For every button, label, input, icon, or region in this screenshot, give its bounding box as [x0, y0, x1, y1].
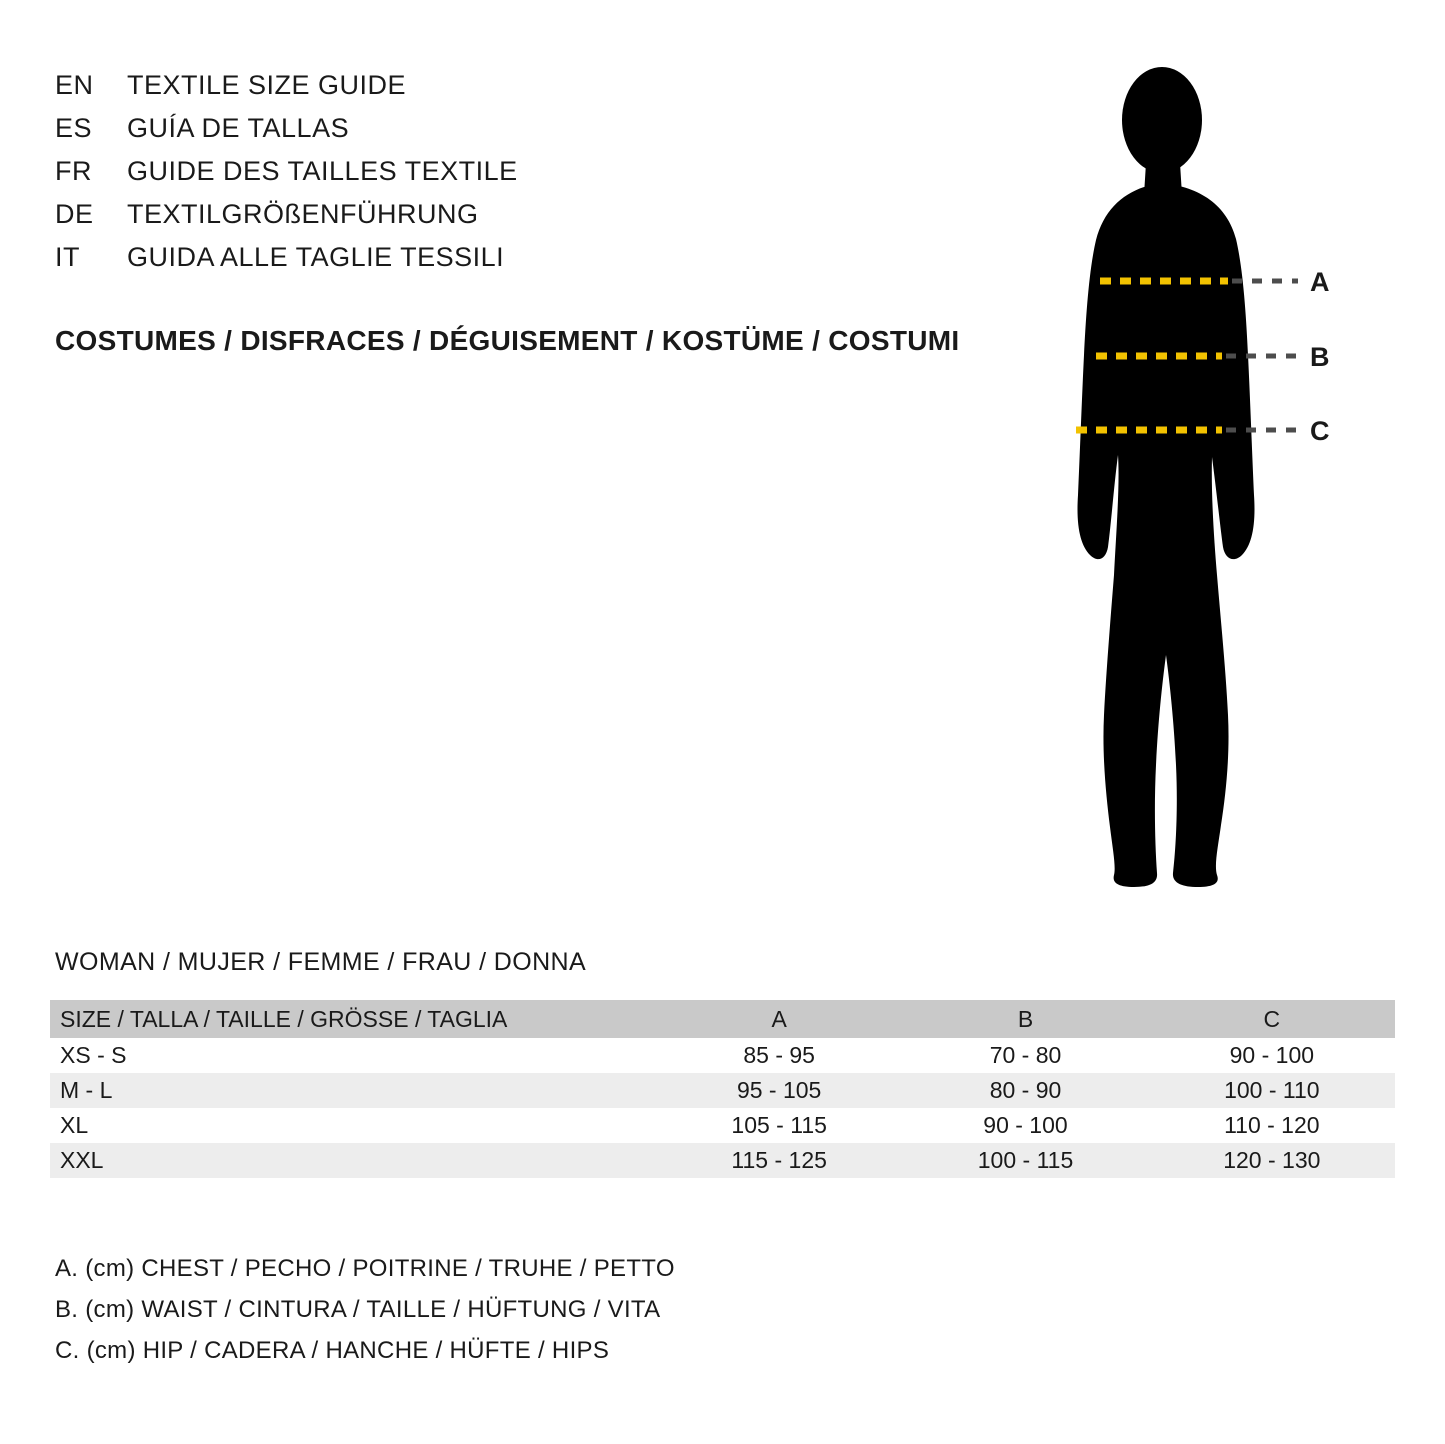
language-text-de: TEXTILGRÖßENFÜHRUNG [127, 199, 479, 229]
language-row-de [55, 199, 955, 242]
table-header-b: B [1017, 1005, 1034, 1032]
figure-label-c: C [1310, 416, 1330, 446]
row-a: 115 - 125 [731, 1147, 827, 1173]
legend-item-c: C. (cm) HIP / CADERA / HANCHE / HÜFTE / HIPS [55, 1337, 610, 1364]
costumes-subtitle: COSTUMES / DISFRACES / DÉGUISEMENT / KOSTÜME / COSTUMI [55, 325, 960, 356]
language-code-en: EN [55, 70, 94, 100]
language-code-it: IT [55, 242, 80, 272]
table-row [50, 1143, 1395, 1178]
table-header-size: SIZE / TALLA / TAILLE / GRÖSSE / TAGLIA [60, 1005, 508, 1032]
row-c: 120 - 130 [1223, 1147, 1321, 1173]
language-code-es: ES [55, 113, 93, 143]
table-row [50, 1108, 1395, 1143]
row-b: 100 - 115 [977, 1147, 1074, 1173]
legend-item-a: A. (cm) CHEST / PECHO / POITRINE / TRUHE / PETTO [55, 1255, 675, 1282]
language-row-fr [55, 156, 955, 199]
table-row [50, 1073, 1395, 1108]
row-size: M - L [60, 1077, 113, 1103]
language-text-it: GUIDA ALLE TAGLIE TESSILI [127, 242, 505, 272]
figure-label-a: A [1310, 267, 1330, 297]
language-row-it [55, 242, 955, 285]
language-code-fr: FR [55, 156, 92, 186]
language-code-de: DE [55, 199, 94, 229]
language-text-es: GUÍA DE TALLAS [127, 113, 350, 143]
size-table [50, 1000, 1395, 1178]
row-c: 110 - 120 [1224, 1112, 1320, 1138]
row-b: 70 - 80 [989, 1042, 1062, 1068]
language-list [55, 70, 955, 285]
language-row-en [55, 70, 955, 113]
language-text-fr: GUIDE DES TAILLES TEXTILE [127, 156, 518, 186]
language-text-en: TEXTILE SIZE GUIDE [127, 70, 407, 100]
measurement-legend [55, 1248, 675, 1371]
legend-item-b: B. (cm) WAIST / CINTURA / TAILLE / HÜFTUNG / VITA [55, 1296, 661, 1323]
row-size: XL [60, 1112, 89, 1138]
table-title: WOMAN / MUJER / FEMME / FRAU / DONNA [55, 948, 587, 976]
table-header-c: C [1263, 1005, 1281, 1032]
table-header-a: A [771, 1005, 787, 1032]
row-b: 80 - 90 [989, 1077, 1062, 1103]
row-a: 85 - 95 [743, 1042, 815, 1068]
female-silhouette-figure [1010, 55, 1370, 895]
table-header-row [50, 1000, 1395, 1038]
figure-label-b: B [1310, 342, 1330, 372]
row-c: 90 - 100 [1229, 1042, 1315, 1068]
row-a: 95 - 105 [736, 1077, 822, 1103]
row-c: 100 - 110 [1224, 1077, 1320, 1103]
row-b: 90 - 100 [983, 1112, 1068, 1138]
row-a: 105 - 115 [731, 1112, 827, 1138]
language-row-es [55, 113, 955, 156]
table-row [50, 1038, 1395, 1073]
row-size: XXL [60, 1147, 104, 1173]
row-size: XS - S [60, 1042, 127, 1068]
silhouette-icon [1078, 67, 1255, 887]
